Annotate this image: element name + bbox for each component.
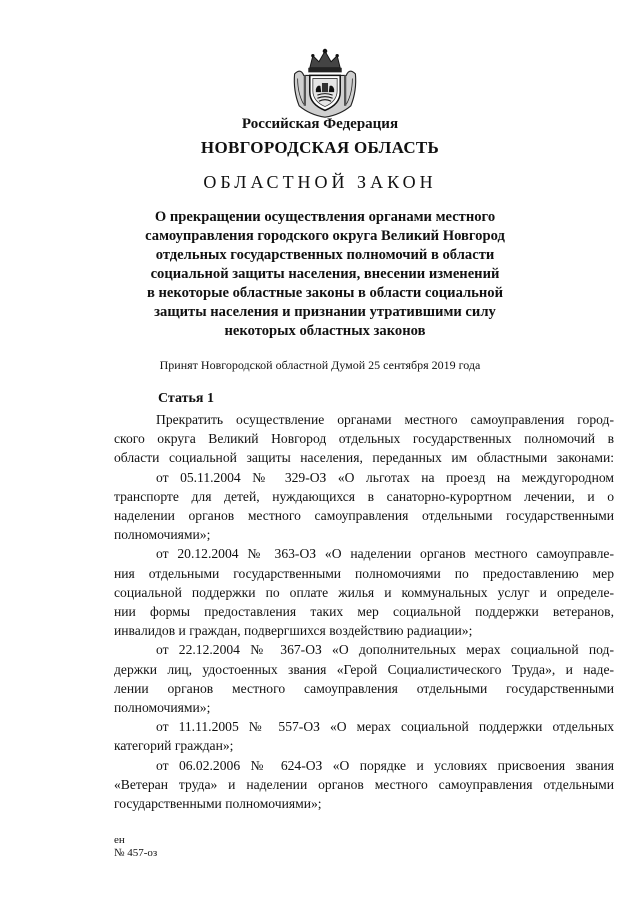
- text-line: нии формы предоставления таких мер социальной поддержки ветеранов,: [114, 604, 614, 620]
- text-line: держки лиц, удостоенных звания «Герой Социалистического Труда», и наде-: [114, 661, 614, 677]
- region-name: НОВГОРОДСКАЯ ОБЛАСТЬ: [200, 138, 440, 157]
- title-line: в некоторые областные законы в области социальной: [146, 285, 504, 301]
- country-name: Российская Федерация: [241, 116, 399, 132]
- text-line: транспорте для детей, нуждающихся в санаторно-курортном лечении, и о: [114, 488, 614, 504]
- text-line: «Ветеран труда» и наделении органов местного самоуправления отдельными: [114, 776, 614, 792]
- title-line: некоторых областных законов: [224, 323, 426, 339]
- title-line: защиты населения и признании утратившими силу: [154, 304, 496, 320]
- text-line: ского округа Великий Новгород отдельных государственных полномочий в: [114, 431, 614, 447]
- title-line: социальной защиты населения, внесении изменений: [150, 266, 500, 282]
- coat-of-arms-icon: [287, 45, 363, 121]
- text-line: инвалидов и граждан, подвергшихся воздействию радиации»;: [114, 623, 473, 639]
- footer-number: № 457-оз: [114, 847, 158, 859]
- text-line: от 20.12.2004 № 363-ОЗ «О наделении органов местного самоуправле-: [156, 546, 614, 562]
- text-line: наделении органов местного самоуправления отдельными государственными: [114, 508, 614, 524]
- text-line: категорий граждан»;: [114, 738, 234, 754]
- text-line: Прекратить осуществление органами местного самоуправления город-: [156, 412, 614, 427]
- text-line: государственными полномочиями»;: [114, 796, 322, 812]
- title-line: отдельных государственных полномочий в области: [155, 247, 495, 263]
- footer-note: [114, 834, 157, 860]
- article-body: [114, 410, 614, 813]
- text-line: социальной поддержки по оплате жилья и коммунальных услуг и определе-: [114, 584, 614, 600]
- document-type: ОБЛАСТНОЙ ЗАКОН: [203, 172, 437, 192]
- text-line: от 22.12.2004 № 367-ОЗ «О дополнительных мерах социальной под-: [156, 642, 614, 658]
- title-line: О прекращении осуществления органами местного: [154, 209, 496, 225]
- text-line: ния отдельными государственными полномочиями по предоставлению мер: [114, 565, 614, 581]
- law-title: [130, 208, 520, 341]
- text-line: от 06.02.2006 № 624-ОЗ «О порядке и условиях присвоения звания: [156, 757, 614, 773]
- text-line: от 05.11.2004 № 329-ОЗ «О льготах на проезд на междугородном: [156, 469, 614, 485]
- text-line: лении органов местного самоуправления отдельными государственными: [114, 680, 614, 696]
- footer-initials: ен: [114, 834, 125, 846]
- text-line: полномочиями»;: [114, 527, 211, 543]
- text-line: полномочиями»;: [114, 700, 211, 716]
- text-line: от 11.11.2005 № 557-ОЗ «О мерах социальной поддержки отдельных: [156, 719, 614, 735]
- text-line: области социальной защиты населения, переданных им областными законами:: [114, 450, 614, 466]
- title-line: самоуправления городского округа Великий Новгород: [145, 228, 505, 244]
- adoption-note: Принят Новгородской областной Думой 25 сентября 2019 года: [159, 358, 481, 372]
- article-heading: Статья 1: [158, 391, 214, 406]
